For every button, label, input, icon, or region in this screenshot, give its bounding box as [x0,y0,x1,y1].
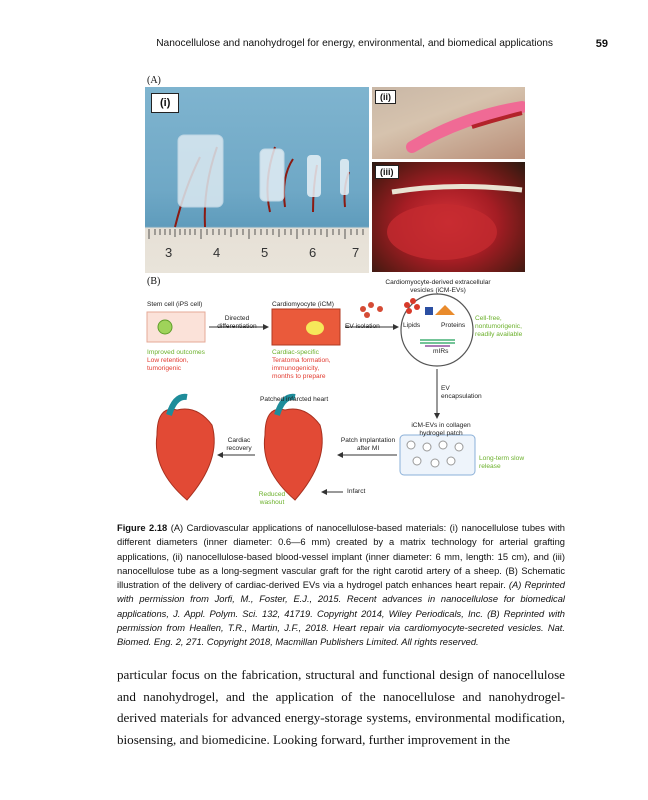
subpanel-i-tag: (i) [151,93,179,113]
ruler-number: 6 [309,245,317,260]
body-paragraph: particular focus on the fabrication, structural and functional design of nanocellulose and nanohydrogel, and the application of the nanocellulose and nanohydrogel-derived materials for advanced energy-storage systems, environmental modification, biosensing, and biomedicine. Looking forward, further improvement in the [117,667,565,747]
lipids-label: Lipids [403,322,421,329]
stem-cell-shape [147,312,205,342]
panel-a-label: (A) [147,75,161,86]
infarct-label: Infarct [347,488,366,495]
caption-label: Figure 2.18 [117,523,168,533]
figure-caption [117,521,565,650]
photo-nanocellulose-tubes [145,87,369,273]
subpanel-ii-tag: (ii) [375,90,396,104]
cardiomyocyte-nucleus [306,321,324,335]
stem-cell-label: Stem cell (iPS cell) [147,301,203,308]
patch-implantation-label: Patch implantation after MI [340,437,396,452]
reduced-washout-label: Reduced washout [258,491,286,506]
ev-isolation-label: EV isolation [345,323,380,330]
ruler-number: 3 [165,245,173,260]
photo-sheep-graft [372,162,525,272]
heart-recovered [156,397,214,500]
directed-diff-label: Directed differentiation [217,315,257,330]
running-title: Nanocellulose and nanohydrogel for energy, environmental, and biomedical applications [156,38,553,49]
patched-heart-label: Patched infarcted heart [260,396,329,403]
cardiomyocyte-label: Cardiomyocyte (iCM) [272,301,334,308]
ev-encapsulation-label: EV encapsulation [441,385,482,400]
tubes-illustration [145,87,369,273]
stem-cell-nucleus [158,320,172,334]
cardiac-specific-label: Cardiac-specific [272,349,319,356]
schematic-ev-delivery [145,279,525,510]
improved-outcomes-label: Improved outcomes [147,349,205,356]
photo-vessel-implant [372,87,525,159]
caption-text: (A) Cardiovascular applications of nanocellulose-based materials: (i) nanocellulose tubes with different diameters (inner diameter: 0.6—6 mm) created by a matrix technology for arterial grafting applications, (ii) nanocellulose-based blood-vessel implant (inner diameter: 6 mm, length: 15 cm), and (iii) nanocellulose tube as a long-segment vascular graft for the right carotid artery of a sheep. (B) Schematic illustration of the delivery of cardiac-derived EVs via a hydrogel patch enhances heart repair. [117,523,565,591]
long-term-label: Long-term slow release [479,455,525,470]
cardiac-recovery-label: Cardiac recovery [226,437,252,452]
page-number: 59 [595,38,608,50]
panel-b-label: (B) [147,276,161,287]
teratoma-label: Teratoma formation, immunogenicity, months to prepare [272,357,331,380]
proteins-label: Proteins [441,322,466,329]
cell-free-label: Cell-free, nontumorigenic, readily available [475,315,523,338]
heart-patched [264,397,322,500]
subpanel-iii-tag: (iii) [375,165,399,179]
cardiomyocyte-shape [272,309,340,345]
evs-title: Cardiomyocyte-derived extracellular vesicles (iCM-EVs) [385,279,491,294]
mirs-label: mIRs [433,348,449,355]
ruler-number: 4 [213,245,221,260]
caption-credit: (A) Reprinted with permission from Jorfi, M., Foster, E.J., 2015. Recent advances in nanocellulose for biomedical applications, J. Appl. Polym. Sci. 132, 41719. Copyright 2014, Wiley Periodicals, Inc. (B) Reprinted with permission from Heallen, T.R., Martin, J.F., 2018. Heart repair via cardiomyocyte-secreted vesicles. Nat. Biomed. Eng. 2, 271. Copyright 2018, Macmillan Publishers Limited. All rights reserved. [117,580,565,648]
ruler-number: 5 [261,245,269,260]
collagen-patch-label: iCM-EVs in collagen hydrogel patch [411,422,471,437]
low-retention-label: Low retention, tumorigenic [147,357,189,372]
ruler-number: 7 [352,245,360,260]
